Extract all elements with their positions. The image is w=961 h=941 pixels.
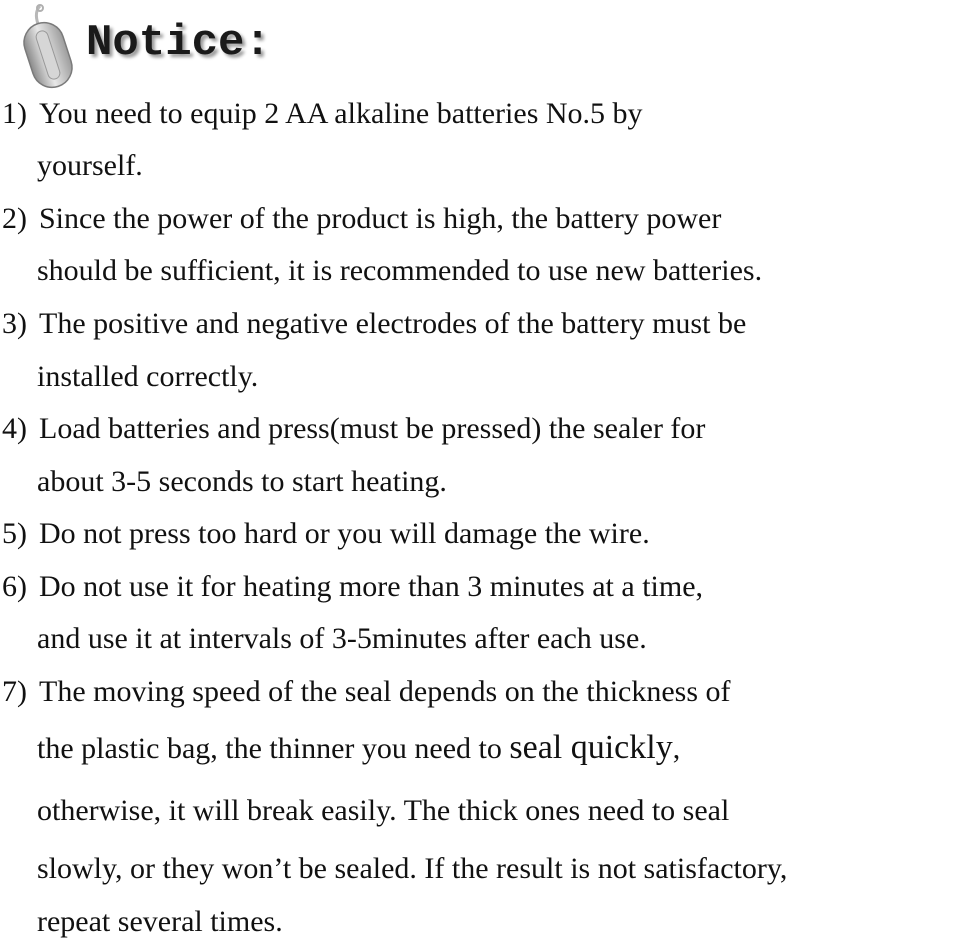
- list-item-6-line-2: and use it at intervals of 3-5minutes after each use.: [37, 622, 647, 655]
- list-item-4-line-1: [0, 411, 705, 447]
- list-item-3-line-1: [0, 306, 746, 342]
- list-item-text: the plastic bag, the thinner you need to: [37, 732, 510, 765]
- list-item-text: The positive and negative electrodes of the battery must be: [39, 307, 747, 340]
- list-item-text: Load batteries and press(must be pressed) the sealer for: [39, 412, 706, 445]
- list-item-1-line-2: yourself.: [37, 149, 143, 182]
- list-item-7-line-5: repeat several times.: [37, 905, 283, 938]
- list-item-number: 7): [2, 675, 27, 708]
- list-item-text: Do not use it for heating more than 3 minutes at a time,: [39, 570, 704, 603]
- notice-header: [14, 0, 414, 96]
- list-item-4-line-2: about 3-5 seconds to start heating.: [37, 465, 447, 498]
- list-item-5-line-1: [0, 516, 650, 552]
- list-item-number: 2): [2, 202, 27, 235]
- list-item-7-line-3: otherwise, it will break easily. The thick ones need to seal: [37, 794, 730, 827]
- list-item-number: 1): [2, 97, 27, 130]
- list-item-1-line-1: [0, 96, 643, 132]
- list-item-number: 6): [2, 570, 27, 603]
- list-item-7-line-4: slowly, or they won’t be sealed. If the result is not satisfactory,: [37, 852, 788, 885]
- list-item-7-line-2: [37, 730, 680, 767]
- list-item-text: Do not press too hard or you will damage the wire.: [39, 517, 650, 550]
- list-item-3-line-2: installed correctly.: [37, 360, 259, 393]
- list-item-text: The moving speed of the seal depends on the thickness of: [39, 675, 731, 708]
- list-item-2-line-1: [0, 201, 721, 237]
- list-item-text: You need to equip 2 AA alkaline batteries No.5 by: [39, 97, 643, 130]
- list-item-6-line-1: [0, 569, 703, 605]
- emphasis-suffix: ,: [672, 732, 681, 765]
- list-item-7-line-1: [0, 674, 731, 710]
- notice-title: Notice:: [86, 18, 271, 68]
- list-item-text: Since the power of the product is high, the battery power: [39, 202, 722, 235]
- list-item-number: 3): [2, 307, 27, 340]
- sealer-device-icon: [20, 2, 80, 92]
- list-item-number: 4): [2, 412, 27, 445]
- list-item-2-line-2: should be sufficient, it is recommended to use new batteries.: [37, 254, 763, 287]
- emphasis-text: seal quickly: [509, 729, 673, 766]
- list-item-number: 5): [2, 517, 27, 550]
